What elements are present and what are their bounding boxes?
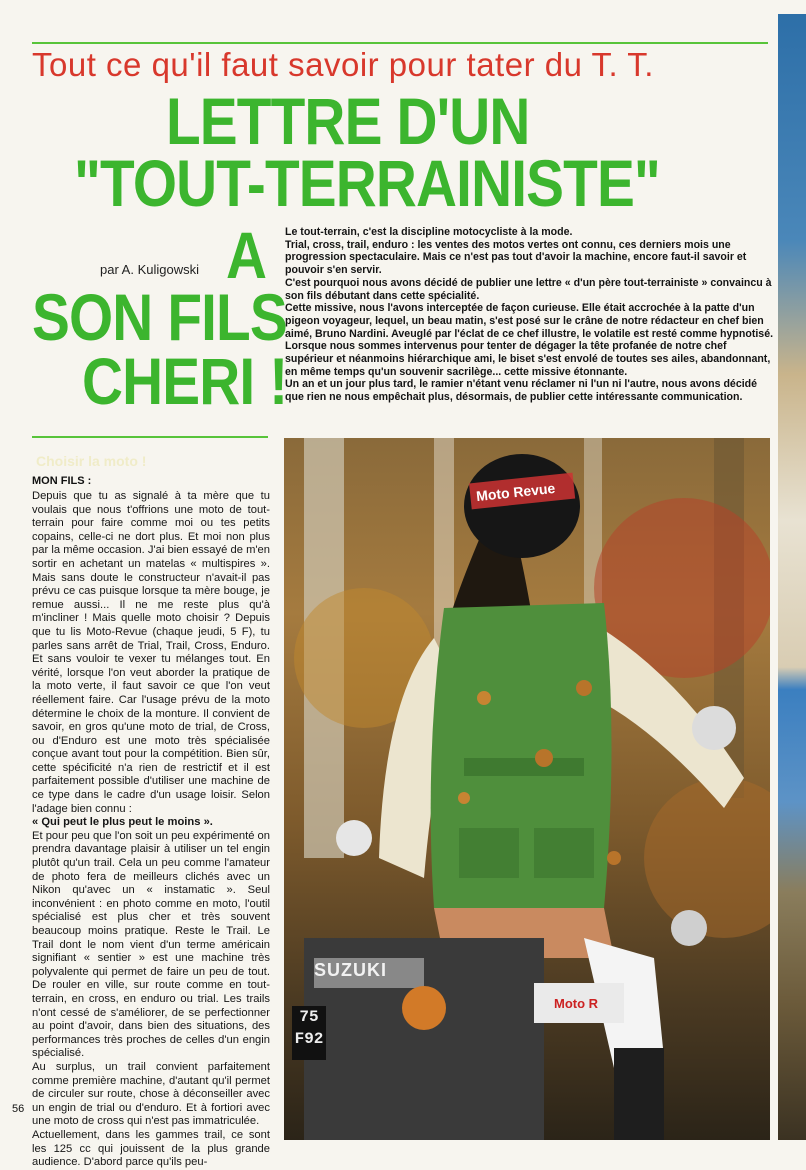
- intro-paragraph: C'est pourquoi nous avons décidé de publier une lettre « d'un père tout-terrainiste » convaincu à son fils débutant dans cette spécialité.: [285, 276, 772, 302]
- intro-paragraph: Cette missive, nous l'avons interceptée de façon curieuse. Elle était accrochée à la patte d'un pigeon voyageur, lequel, un beau matin, s'est posé sur le crâne de notre rédacteur en chef bien aimé, Bruno Nardini. Aveuglé par l'éclat de ce chef illustre, le volatile est resté comme hypnotisé. Lorsque nous sommes intervenus pour tenter de dégager la tête profanée de notre chef supérieur et néanmoins hiérarchique ami, le biset s'est envolé de toutes ses ailes, abandonnant, en même temps qu'un souvenir sacrilège... cette missive étonnante.: [285, 302, 774, 378]
- section-rule: [32, 436, 268, 438]
- license-plate: 75 F92: [292, 1006, 326, 1060]
- byline: par A. Kuligowski: [100, 262, 199, 277]
- body-paragraph: Au surplus, un trail convient parfaitement comme première machine, d'autant qu'il permet de circuler sur route, chose à déconseiller avec un engin de trial ou d'enduro. Et à fortiori avec une moto de cross qui n'est pas immatriculée.: [32, 1060, 270, 1128]
- body-paragraph: Et pour peu que l'on soit un peu expérimenté on prendra davantage plaisir à utiliser un tel engin plutôt qu'un trail. Cela un peu comme l'amateur de photo fera de meilleurs clichés avec un Nikon qu'avec un « instamatic ». Seul inconvénient : en photo comme en moto, l'outil spécialisé est plus cher et très souvent beaucoup moins pratique. Reste le Trail. Le Trail dont le nom vient d'un terme américain signifiant « sentier » est une machine très polyvalente qui permet de faire un peu de tout. De rouler en ville, sur route comme en tout-terrain, en cross, en enduro ou trial. Les trails n'ont cessé de s'améliorer, de se perfectionner au point d'avoir, dans bien des situations, des performances très proches de celles d'un engin spécialisé.: [32, 829, 270, 1060]
- tank-sticker-text: Moto R: [554, 996, 599, 1011]
- body-column: [32, 490, 270, 1170]
- kicker-title: Tout ce qu'il faut savoir pour tater du T. T.: [32, 46, 654, 83]
- top-rule: [32, 42, 768, 44]
- rider-photo: [284, 438, 770, 1140]
- headline-line-5: CHERI !: [82, 344, 288, 418]
- bike-brand-text: SUZUKI: [314, 960, 387, 980]
- salutation: MON FILS :: [32, 475, 92, 487]
- page-number: 56: [12, 1103, 25, 1115]
- photo-illustration: [284, 438, 770, 1140]
- headline-line-1: LETTRE D'UN: [166, 84, 530, 158]
- section-heading: Choisir la moto !: [36, 453, 147, 469]
- intro-paragraph: Un an et un jour plus tard, le ramier n'étant venu réclamer ni l'un ni l'autre, nous avons décidé que rien ne nous empêchait plus, désormais, de publier cette intéressante communication.: [285, 378, 758, 404]
- next-page-edge: [778, 14, 806, 1140]
- headline-line-4: SON FILS: [32, 280, 287, 354]
- headline-line-3: A: [226, 218, 267, 292]
- body-paragraph: Depuis que tu as signalé à ta mère que tu voulais que nous t'offrions une moto de tout-terrain pour faire comme moi ou tes petits copains, celle-ci ne dort plus. Et moi non plus par la même occasion. J'ai bien essayé de m'en sortir en achetant un matelas « multispires ». Mais sans doute le constructeur n'avait-il pas prévu ce cas puisque lorsque ta mère bouge, je remue aussi... Il ne me reste plus qu'à m'incliner ! Mais quelle moto choisir ? Depuis que tu lis Moto-Revue (chaque jeudi, 5 F), tu parles sans arrêt de Trial, Trail, Cross, Enduro. Et sans vouloir te vexer tu mélanges tout. En vérité, lorsque l'on veut aborder la pratique de la moto verte, il faut savoir ce que l'on veut réellement faire. Car l'usage prévu de la moto détermine le choix de la monture. Il convient de savoir, en gros qu'une moto de trial, de Cross, ou d'Enduro est une moto très spécialisée conçue avant tout pour la compétition. Bien sûr, cette spécificité n'a rien de restrictif et il est parfaitement possible d'utiliser une machine de ce type dans le cadre d'un usage loisir. Selon l'adage bien connu :: [32, 490, 270, 815]
- intro-paragraph: Le tout-terrain, c'est la discipline motocycliste à la mode.: [285, 226, 573, 238]
- helmet-logo-text: Moto Revue: [475, 479, 556, 505]
- intro-text: [285, 226, 775, 404]
- body-quote: « Qui peut le plus peut le moins ».: [32, 816, 213, 829]
- intro-paragraph: Trial, cross, trail, enduro : les ventes des motos vertes ont connu, ces derniers mois une progression spectaculaire. Mais ce n'est pas tout d'avoir la machine, encore faut-il savoir et pouvoir s'en servir.: [285, 238, 747, 277]
- headline-line-2: "TOUT-TERRAINISTE": [74, 146, 660, 220]
- body-paragraph: Actuellement, dans les gammes trail, ce sont les 125 cc qui jouissent de la plus grande audience. D'abord parce qu'ils peu-: [32, 1128, 270, 1169]
